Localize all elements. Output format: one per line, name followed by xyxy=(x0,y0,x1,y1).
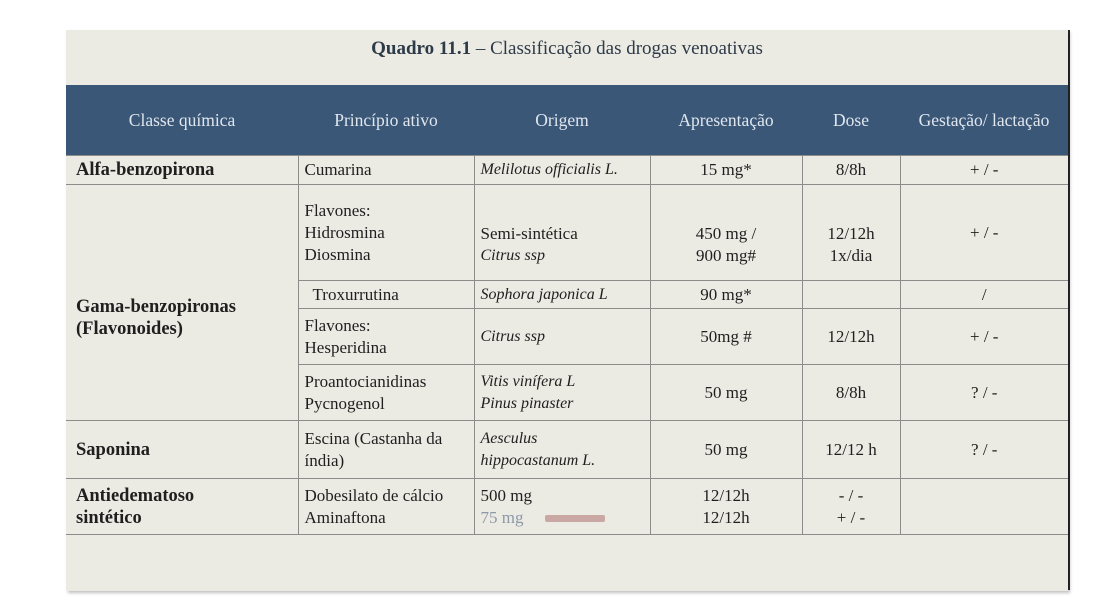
table-caption xyxy=(66,38,1068,60)
principio-line: Diosmina xyxy=(304,244,371,264)
cell-gestacao: ? / - xyxy=(900,421,1068,479)
cell-dose xyxy=(802,185,900,281)
cell-gestacao: + / - xyxy=(900,156,1068,185)
header-principio: Princípio ativo xyxy=(298,85,474,156)
principio-line: Aminaftona xyxy=(304,507,386,527)
principio-line: Escina (Castanha da xyxy=(304,428,443,448)
cell-apresentacao: 15 mg* xyxy=(650,156,802,185)
cell-principio xyxy=(298,421,474,479)
principio-line: Flavones: xyxy=(304,315,371,335)
cell-dose: 12/12 h xyxy=(802,421,900,479)
cell-origem: Melilotus officialis L. xyxy=(474,156,650,185)
header-classe: Classe química xyxy=(66,85,298,156)
header-apresentacao: Apresentação xyxy=(650,85,802,156)
cell-gestacao: ? / - xyxy=(900,365,1068,421)
cell-apresentacao: 90 mg* xyxy=(650,281,802,309)
principio-line: Dobesilato de cálcio xyxy=(304,485,444,505)
dose-line: - / - xyxy=(838,485,864,505)
cell-principio xyxy=(298,309,474,365)
classe-line: (Flavonoides) xyxy=(76,318,183,339)
cell-apresentacao: 50 mg xyxy=(650,421,802,479)
cell-dose: 8/8h xyxy=(802,365,900,421)
cell-dose: 12/12h xyxy=(802,309,900,365)
origem-line: Semi-sintética xyxy=(480,223,578,243)
origem-line: Citrus ssp xyxy=(480,246,545,264)
classe-line: sintético xyxy=(76,507,142,528)
classe-line: Gama-benzopironas xyxy=(76,296,237,317)
origem-text: 75 mg xyxy=(480,507,524,527)
cell-gestacao: + / - xyxy=(900,309,1068,365)
cell-apresentacao: 50 mg xyxy=(650,365,802,421)
principio-line: Proantocianidinas xyxy=(304,371,427,391)
cell-gestacao xyxy=(900,479,1068,535)
document-page xyxy=(66,30,1068,591)
cell-origem xyxy=(474,479,650,535)
dose-line: 12/12h xyxy=(827,223,875,243)
header-origem: Origem xyxy=(474,85,650,156)
cell-apresentacao xyxy=(650,185,802,281)
header-gestacao: Gestação/ lactação xyxy=(900,85,1068,156)
cell-principio: Cumarina xyxy=(298,156,474,185)
dose-line: 1x/dia xyxy=(829,245,873,265)
cell-apresentacao: 50mg # xyxy=(650,309,802,365)
principio-line: Pycnogenol xyxy=(304,393,385,413)
origem-line-faded xyxy=(481,507,644,529)
table-row xyxy=(66,185,1068,281)
principio-line: Hidrosmina xyxy=(304,222,385,242)
origem-line: Aesculus xyxy=(480,429,538,447)
cell-principio xyxy=(298,185,474,281)
origem-line: Pinus pinaster xyxy=(480,394,574,412)
header-dose: Dose xyxy=(802,85,900,156)
apresentacao-line: 12/12h xyxy=(702,485,750,505)
cell-principio: Troxurrutina xyxy=(298,281,474,309)
cell-dose: 8/8h xyxy=(802,156,900,185)
principio-line: índia) xyxy=(304,450,345,470)
principio-line: Hesperidina xyxy=(304,337,387,357)
cell-origem: Citrus ssp xyxy=(474,309,650,365)
origem-line: 500 mg xyxy=(480,485,532,505)
cell-origem xyxy=(474,365,650,421)
table-row xyxy=(66,479,1068,535)
cell-origem xyxy=(474,421,650,479)
apresentacao-line: 12/12h xyxy=(702,507,750,527)
cell-gestacao: + / - xyxy=(900,185,1068,281)
print-smudge xyxy=(545,515,605,522)
cell-dose xyxy=(802,281,900,309)
cell-classe: Saponina xyxy=(66,421,298,479)
table-row xyxy=(66,421,1068,479)
origem-line: Vitis vinífera L xyxy=(480,372,576,390)
principio-line: Flavones: xyxy=(304,200,371,220)
caption-text: – Classificação das drogas venoativas xyxy=(471,38,763,59)
dose-line: + / - xyxy=(836,507,866,527)
origem-line: hippocastanum L. xyxy=(480,451,596,469)
cell-dose xyxy=(802,479,900,535)
caption-label: Quadro 11.1 xyxy=(371,38,472,59)
cell-origem: Sophora japonica L xyxy=(474,281,650,309)
cell-classe: Alfa-benzopirona xyxy=(66,156,298,185)
table-row xyxy=(66,156,1068,185)
cell-origem xyxy=(474,185,650,281)
cell-classe xyxy=(66,479,298,535)
cell-principio xyxy=(298,365,474,421)
table-header-row xyxy=(66,85,1068,156)
apresentacao-line: 900 mg# xyxy=(696,245,756,265)
cell-apresentacao xyxy=(650,479,802,535)
classe-line: Antiedematoso xyxy=(76,485,195,506)
drug-classification-table xyxy=(66,85,1068,535)
cell-classe-gama xyxy=(66,185,298,421)
apresentacao-line: 450 mg / xyxy=(695,223,757,243)
cell-gestacao: / xyxy=(900,281,1068,309)
cell-principio xyxy=(298,479,474,535)
